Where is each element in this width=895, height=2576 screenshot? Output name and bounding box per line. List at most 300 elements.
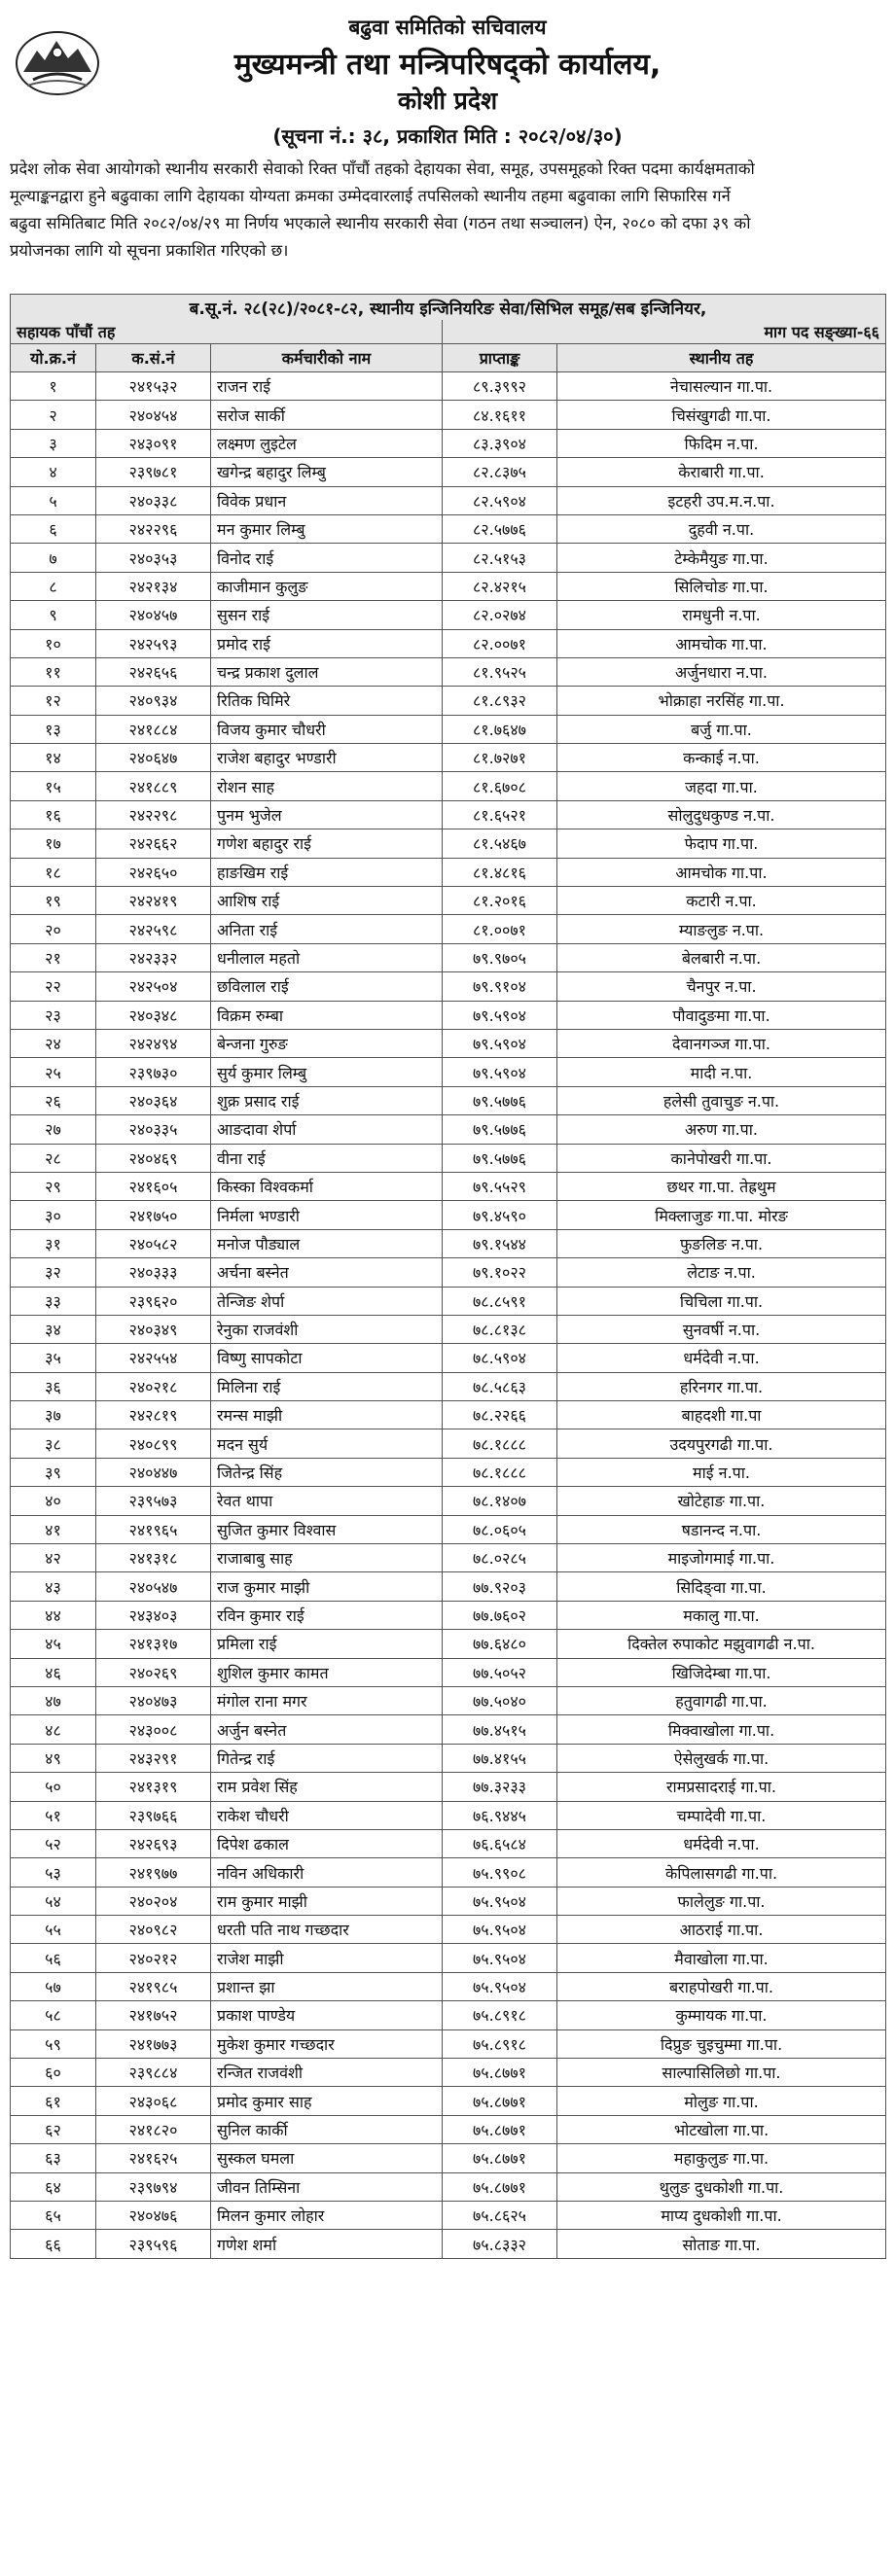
local-level-cell: खिजिदेम्बा गा.पा. bbox=[557, 1658, 886, 1686]
employee-name-cell: राजेश बहादुर भण्डारी bbox=[211, 744, 443, 772]
roll-number-cell: २४०२०४ bbox=[96, 1887, 211, 1915]
local-level-cell: ऐसेलुखर्क गा.पा. bbox=[557, 1744, 886, 1772]
score-cell: ७६.९४४५ bbox=[443, 1801, 557, 1829]
employee-name-cell: राजाबाबु साह bbox=[211, 1544, 443, 1572]
table-row bbox=[11, 1773, 886, 1801]
table-row bbox=[11, 429, 886, 457]
employee-name-cell: रेनुका राजवंशी bbox=[211, 1315, 443, 1343]
employee-name-cell: निर्मला भण्डारी bbox=[211, 1201, 443, 1229]
local-level-cell: फुङलिङ न.पा. bbox=[557, 1229, 886, 1257]
local-level-cell: लेटाङ न.पा. bbox=[557, 1258, 886, 1287]
serial-cell: ३३ bbox=[11, 1287, 96, 1315]
score-cell: ७५.८३३२ bbox=[443, 2230, 557, 2258]
roll-number-cell: २४०५४७ bbox=[96, 1572, 211, 1601]
employee-name-cell: आशिष राई bbox=[211, 887, 443, 915]
serial-cell: ४९ bbox=[11, 1744, 96, 1772]
employee-name-cell: बेन्जना गुरुङ bbox=[211, 1029, 443, 1057]
score-cell: ८१.७६४७ bbox=[443, 715, 557, 743]
table-row bbox=[11, 1487, 886, 1515]
local-level-cell: थुलुङ दुधकोशी गा.पा. bbox=[557, 2172, 886, 2201]
serial-cell: १२ bbox=[11, 687, 96, 715]
local-level-cell: मैवाखोला गा.पा. bbox=[557, 1944, 886, 1972]
serial-cell: ६५ bbox=[11, 2202, 96, 2230]
col-header-roll: क.सं.नं bbox=[96, 344, 211, 372]
employee-name-cell: रमन्स माझी bbox=[211, 1401, 443, 1429]
score-cell: ७५.८७७१ bbox=[443, 2087, 557, 2115]
intro-line: प्रदेश लोक सेवा आयोगको स्थानीय सरकारी सेवाको रिक्त पाँचौं तहको देहायका सेवा, समूह, उपसमूहको रिक्त पदमा कार्यक्षमताको bbox=[10, 159, 755, 178]
local-level-cell: कुम्मायक गा.पा. bbox=[557, 2001, 886, 2029]
score-cell: ७५.९९०८ bbox=[443, 1858, 557, 1887]
table-row bbox=[11, 887, 886, 915]
serial-cell: ३० bbox=[11, 1201, 96, 1229]
employee-name-cell: राम कुमार माझी bbox=[211, 1887, 443, 1915]
serial-cell: १३ bbox=[11, 715, 96, 743]
score-cell: ८२.८३७५ bbox=[443, 458, 557, 486]
roll-number-cell: २४३००८ bbox=[96, 1715, 211, 1744]
serial-cell: २ bbox=[11, 401, 96, 429]
score-cell: ७५.८७७१ bbox=[443, 2059, 557, 2087]
local-level-cell: साल्पासिलिछो गा.पा. bbox=[557, 2059, 886, 2087]
employee-name-cell: मुकेश कुमार गच्छदार bbox=[211, 2029, 443, 2058]
local-level-cell: उदयपुरगढी गा.पा. bbox=[557, 1429, 886, 1458]
serial-cell: ६४ bbox=[11, 2172, 96, 2201]
table-row bbox=[11, 1944, 886, 1972]
local-level-cell: महाकुलुङ गा.पा. bbox=[557, 2144, 886, 2172]
local-level-cell: केपिलासगढी गा.पा. bbox=[557, 1858, 886, 1887]
local-level-cell: धर्मदेवी न.पा. bbox=[557, 1829, 886, 1857]
serial-cell: ४७ bbox=[11, 1686, 96, 1714]
table-row bbox=[11, 744, 886, 772]
table-row bbox=[11, 1829, 886, 1857]
table-row bbox=[11, 372, 886, 401]
local-level-cell: फालेलुङ गा.पा. bbox=[557, 1887, 886, 1915]
serial-cell: ६६ bbox=[11, 2230, 96, 2258]
score-cell: ७७.५०५२ bbox=[443, 1658, 557, 1686]
table-row bbox=[11, 915, 886, 943]
employee-name-cell: मिलन कुमार लोहार bbox=[211, 2202, 443, 2230]
employee-name-cell: रन्जित राजवंशी bbox=[211, 2059, 443, 2087]
secretariat-title: बढुवा समितिको सचिवालय bbox=[348, 16, 547, 39]
serial-cell: २४ bbox=[11, 1029, 96, 1057]
score-cell: ७७.४१५५ bbox=[443, 1744, 557, 1772]
table-row bbox=[11, 1086, 886, 1114]
local-level-cell: धर्मदेवी न.पा. bbox=[557, 1344, 886, 1372]
roll-number-cell: २४२५९८ bbox=[96, 915, 211, 943]
serial-cell: ६० bbox=[11, 2059, 96, 2087]
score-cell: ७९.५९०४ bbox=[443, 1058, 557, 1086]
employee-name-cell: रितिक घिमिरे bbox=[211, 687, 443, 715]
serial-cell: २५ bbox=[11, 1058, 96, 1086]
local-level-cell: चिचिला गा.पा. bbox=[557, 1287, 886, 1315]
score-cell: ७५.९५०४ bbox=[443, 1916, 557, 1944]
roll-number-cell: २४१८२० bbox=[96, 2115, 211, 2143]
score-cell: ८१.७२७१ bbox=[443, 744, 557, 772]
serial-cell: १९ bbox=[11, 887, 96, 915]
table-row bbox=[11, 657, 886, 686]
score-cell: ७९.१०२२ bbox=[443, 1258, 557, 1287]
employee-name-cell: प्रकाश पाण्डेय bbox=[211, 2001, 443, 2029]
roll-number-cell: २४१७५२ bbox=[96, 2001, 211, 2029]
roll-number-cell: २४०२१२ bbox=[96, 1944, 211, 1972]
table-row bbox=[11, 2001, 886, 2029]
serial-cell: १७ bbox=[11, 829, 96, 858]
score-cell: ८१.००७१ bbox=[443, 915, 557, 943]
serial-cell: २९ bbox=[11, 1172, 96, 1200]
table-row bbox=[11, 1572, 886, 1601]
table-row bbox=[11, 1972, 886, 2000]
score-cell: ७५.८७७१ bbox=[443, 2115, 557, 2143]
roll-number-cell: २४०३५३ bbox=[96, 544, 211, 572]
table-row bbox=[11, 1601, 886, 1629]
score-cell: ८२.००७१ bbox=[443, 629, 557, 657]
serial-cell: २७ bbox=[11, 1115, 96, 1144]
table-row bbox=[11, 401, 886, 429]
serial-cell: ९ bbox=[11, 601, 96, 629]
local-level-cell: सोताङ गा.पा. bbox=[557, 2230, 886, 2258]
employee-name-cell: मिलिना राई bbox=[211, 1372, 443, 1400]
table-row bbox=[11, 1686, 886, 1714]
local-level-cell: बेलबारी न.पा. bbox=[557, 943, 886, 971]
table-row bbox=[11, 1029, 886, 1057]
col-header-name: कर्मचारीको नाम bbox=[211, 344, 443, 372]
roll-number-cell: २४०४५४ bbox=[96, 401, 211, 429]
table-row bbox=[11, 858, 886, 886]
local-level-cell: हतुवागढी गा.पा. bbox=[557, 1686, 886, 1714]
local-level-cell: दिक्तेल रुपाकोट मझुवागढी न.पा. bbox=[557, 1630, 886, 1658]
roll-number-cell: २४२५५४ bbox=[96, 1344, 211, 1372]
roll-number-cell: २४२६५० bbox=[96, 858, 211, 886]
table-row bbox=[11, 1515, 886, 1543]
roll-number-cell: २४०४७६ bbox=[96, 2202, 211, 2230]
serial-cell: ६२ bbox=[11, 2115, 96, 2143]
table-row bbox=[11, 2059, 886, 2087]
roll-number-cell: २४१९८५ bbox=[96, 1972, 211, 2000]
table-row bbox=[11, 1858, 886, 1887]
serial-cell: ४५ bbox=[11, 1630, 96, 1658]
serial-cell: ५१ bbox=[11, 1801, 96, 1829]
roll-number-cell: २३९७९४ bbox=[96, 2172, 211, 2201]
employee-name-cell: गितेन्द्र राई bbox=[211, 1744, 443, 1772]
score-cell: ८२.५९०४ bbox=[443, 486, 557, 514]
employee-name-cell: सरोज सार्की bbox=[211, 401, 443, 429]
roll-number-cell: २३९७८१ bbox=[96, 458, 211, 486]
roll-number-cell: २४१५३२ bbox=[96, 372, 211, 401]
score-cell: ८१.४८१६ bbox=[443, 858, 557, 886]
local-level-cell: टेम्केमैयुङ गा.पा. bbox=[557, 544, 886, 572]
roll-number-cell: २४०३४८ bbox=[96, 1001, 211, 1029]
employee-name-cell: सुजित कुमार विश्वास bbox=[211, 1515, 443, 1543]
roll-number-cell: २४०३६४ bbox=[96, 1086, 211, 1114]
roll-number-cell: २४२३३२ bbox=[96, 943, 211, 971]
employee-name-cell: राम प्रवेश सिंह bbox=[211, 1773, 443, 1801]
score-cell: ८१.६५२१ bbox=[443, 800, 557, 829]
employee-name-cell: अनिता राई bbox=[211, 915, 443, 943]
roll-number-cell: २४१९६५ bbox=[96, 1515, 211, 1543]
employee-name-cell: विनोद राई bbox=[211, 544, 443, 572]
roll-number-cell: २४०९८२ bbox=[96, 1916, 211, 1944]
score-cell: ७८.५८६३ bbox=[443, 1372, 557, 1400]
serial-cell: १८ bbox=[11, 858, 96, 886]
score-cell: ७५.८९१८ bbox=[443, 2029, 557, 2058]
local-level-cell: नेचासल्यान गा.पा. bbox=[557, 372, 886, 401]
serial-cell: ५८ bbox=[11, 2001, 96, 2029]
serial-cell: १४ bbox=[11, 744, 96, 772]
serial-cell: ५३ bbox=[11, 1858, 96, 1887]
employee-name-cell: गणेश शर्मा bbox=[211, 2230, 443, 2258]
table-row bbox=[11, 1429, 886, 1458]
local-level-cell: जहदा गा.पा. bbox=[557, 772, 886, 800]
local-level-cell: पौवादुङमा गा.पा. bbox=[557, 1001, 886, 1029]
roll-number-cell: २४०३३८ bbox=[96, 486, 211, 514]
table-row bbox=[11, 514, 886, 543]
score-cell: ७८.१८८८ bbox=[443, 1458, 557, 1486]
employee-name-cell: चन्द्र प्रकाश दुलाल bbox=[211, 657, 443, 686]
local-level-cell: खोटेहाङ गा.पा. bbox=[557, 1487, 886, 1515]
local-level-cell: भोक्राहा नरसिंह गा.पा. bbox=[557, 687, 886, 715]
serial-cell: ३९ bbox=[11, 1458, 96, 1486]
employee-name-cell: वीना राई bbox=[211, 1144, 443, 1172]
serial-cell: ३८ bbox=[11, 1429, 96, 1458]
roll-number-cell: २३९५९६ bbox=[96, 2230, 211, 2258]
table-row bbox=[11, 2087, 886, 2115]
local-level-cell: आठराई गा.पा. bbox=[557, 1916, 886, 1944]
serial-cell: ३२ bbox=[11, 1258, 96, 1287]
table-row bbox=[11, 458, 886, 486]
score-cell: ७८.०२८५ bbox=[443, 1544, 557, 1572]
score-cell: ८३.३९०४ bbox=[443, 429, 557, 457]
intro-paragraph bbox=[10, 156, 885, 265]
employee-name-cell: शुशिल कुमार कामत bbox=[211, 1658, 443, 1686]
table-row bbox=[11, 1001, 886, 1029]
serial-cell: ४३ bbox=[11, 1572, 96, 1601]
employee-name-cell: काजीमान कुलुङ bbox=[211, 572, 443, 600]
table-row bbox=[11, 1287, 886, 1315]
local-level-cell: माप्य दुधकोशी गा.पा. bbox=[557, 2202, 886, 2230]
employee-name-cell: मन कुमार लिम्बु bbox=[211, 514, 443, 543]
roll-number-cell: २४०९३४ bbox=[96, 687, 211, 715]
score-cell: ७५.८७७१ bbox=[443, 2172, 557, 2201]
serial-cell: २६ bbox=[11, 1086, 96, 1114]
employee-name-cell: सुसन राई bbox=[211, 601, 443, 629]
score-cell: ७९.५७७६ bbox=[443, 1086, 557, 1114]
local-level-cell: बाहदशी गा.पा bbox=[557, 1401, 886, 1429]
serial-cell: ४० bbox=[11, 1487, 96, 1515]
office-title: मुख्यमन्त्री तथा मन्त्रिपरिषद्को कार्यालय, bbox=[233, 48, 662, 82]
table-row bbox=[11, 1344, 886, 1372]
roll-number-cell: २४०२६९ bbox=[96, 1658, 211, 1686]
serial-cell: ४ bbox=[11, 458, 96, 486]
local-level-cell: इटहरी उप.म.न.पा. bbox=[557, 486, 886, 514]
table-row bbox=[11, 1229, 886, 1257]
table-row bbox=[11, 2202, 886, 2230]
col-header-serial: यो.क्र.नं bbox=[11, 344, 96, 372]
local-level-cell: अर्जुनधारा न.पा. bbox=[557, 657, 886, 686]
table-row bbox=[11, 1630, 886, 1658]
employee-name-cell: धनीलाल महतो bbox=[211, 943, 443, 971]
roll-number-cell: २३९७६६ bbox=[96, 1801, 211, 1829]
employee-name-cell: प्रमोद राई bbox=[211, 629, 443, 657]
score-cell: ७७.६४८० bbox=[443, 1630, 557, 1658]
score-cell: ७९.५५२९ bbox=[443, 1172, 557, 1200]
score-cell: ७८.५९०४ bbox=[443, 1344, 557, 1372]
local-level-cell: म्याङलुङ न.पा. bbox=[557, 915, 886, 943]
score-cell: ७७.७६०२ bbox=[443, 1601, 557, 1629]
local-level-cell: रामप्रसादराई गा.पा. bbox=[557, 1773, 886, 1801]
employee-name-cell: राजन राई bbox=[211, 372, 443, 401]
employee-name-cell: प्रमिला राई bbox=[211, 1630, 443, 1658]
local-level-cell: आमचोक गा.पा. bbox=[557, 629, 886, 657]
table-row bbox=[11, 2144, 886, 2172]
local-level-cell: देवानगञ्ज गा.पा. bbox=[557, 1029, 886, 1057]
intro-line: मूल्याङ्कनद्वारा हुने बढुवाका लागि देहायका योग्यता क्रमका उम्मेदवारलाई तपसिलको स्थानीय तहमा बढुवाका लागि सिफारिस गर्ने bbox=[10, 187, 731, 205]
score-cell: ८२.५१५३ bbox=[443, 544, 557, 572]
employee-name-cell: सुनिल कार्की bbox=[211, 2115, 443, 2143]
employee-name-cell: सुस्कल घमला bbox=[211, 2144, 443, 2172]
employee-name-cell: रोशन साह bbox=[211, 772, 443, 800]
roll-number-cell: २४२१३४ bbox=[96, 572, 211, 600]
serial-cell: १६ bbox=[11, 800, 96, 829]
local-level-cell: दिप्रुङ चुइचुम्मा गा.पा. bbox=[557, 2029, 886, 2058]
score-cell: ८१.९५२५ bbox=[443, 657, 557, 686]
table-row bbox=[11, 2029, 886, 2058]
roll-number-cell: २४१३१९ bbox=[96, 1773, 211, 1801]
local-level-cell: मोलुङ गा.पा. bbox=[557, 2087, 886, 2115]
score-cell: ७५.८६२५ bbox=[443, 2202, 557, 2230]
employee-name-cell: नविन अधिकारी bbox=[211, 1858, 443, 1887]
score-cell: ७९.९७०५ bbox=[443, 943, 557, 971]
score-cell: ७६.६५८४ bbox=[443, 1829, 557, 1857]
employee-name-cell: मदन सुर्य bbox=[211, 1429, 443, 1458]
serial-cell: ५६ bbox=[11, 1944, 96, 1972]
local-level-cell: केराबारी गा.पा. bbox=[557, 458, 886, 486]
serial-cell: ३ bbox=[11, 429, 96, 457]
local-level-cell: फिदिम न.पा. bbox=[557, 429, 886, 457]
table-row bbox=[11, 1201, 886, 1229]
score-cell: ७९.१५४४ bbox=[443, 1229, 557, 1257]
serial-cell: १० bbox=[11, 629, 96, 657]
serial-cell: ४८ bbox=[11, 1715, 96, 1744]
table-row bbox=[11, 2172, 886, 2201]
serial-cell: ३५ bbox=[11, 1344, 96, 1372]
local-level-cell: मिक्वाखोला गा.पा. bbox=[557, 1715, 886, 1744]
roll-number-cell: २४०३३५ bbox=[96, 1115, 211, 1144]
serial-cell: ८ bbox=[11, 572, 96, 600]
employee-name-cell: तेन्जिङ शेर्पा bbox=[211, 1287, 443, 1315]
serial-cell: ६ bbox=[11, 514, 96, 543]
employee-name-cell: आङदावा शेर्पा bbox=[211, 1115, 443, 1144]
score-cell: ७९.५७७६ bbox=[443, 1144, 557, 1172]
serial-cell: ७ bbox=[11, 544, 96, 572]
employee-name-cell: धरती पति नाथ गच्छदार bbox=[211, 1916, 443, 1944]
roll-number-cell: २४०४४७ bbox=[96, 1458, 211, 1486]
intro-line: बढुवा समितिबाट मिति २०८२/०४/२९ मा निर्णय भएकाले स्थानीय सरकारी सेवा (गठन तथा सञ्चालन) ऐन, २०८० को दफा ३९ को bbox=[10, 214, 751, 232]
table-row bbox=[11, 1715, 886, 1744]
local-level-cell: कटारी न.पा. bbox=[557, 887, 886, 915]
employee-name-cell: अर्जुन बस्नेत bbox=[211, 1715, 443, 1744]
table-row bbox=[11, 1658, 886, 1686]
table-row bbox=[11, 572, 886, 600]
employee-name-cell: खगेन्द्र बहादुर लिम्बु bbox=[211, 458, 443, 486]
serial-cell: ४४ bbox=[11, 1601, 96, 1629]
col-header-score: प्राप्ताङ्क bbox=[443, 344, 557, 372]
demand-count: माग पद सङ्ख्या-६६ bbox=[443, 320, 886, 344]
local-level-cell: हरिनगर गा.पा. bbox=[557, 1372, 886, 1400]
local-level-cell: फेदाप गा.पा. bbox=[557, 829, 886, 858]
employee-name-cell: किस्का विश्वकर्मा bbox=[211, 1172, 443, 1200]
intro-line: प्रयोजनका लागि यो सूचना प्रकाशित गरिएको छ। bbox=[10, 241, 289, 260]
score-cell: ७९.५९०४ bbox=[443, 1029, 557, 1057]
roll-number-cell: २४१६२५ bbox=[96, 2144, 211, 2172]
employee-name-cell: लक्ष्मण लुइटेल bbox=[211, 429, 443, 457]
score-cell: ७५.९५०४ bbox=[443, 1887, 557, 1915]
roll-number-cell: २४३४०३ bbox=[96, 1601, 211, 1629]
roll-number-cell: २४२६५६ bbox=[96, 657, 211, 686]
local-level-cell: छथर गा.पा. तेह्रथुम bbox=[557, 1172, 886, 1200]
roll-number-cell: २४०३३३ bbox=[96, 1258, 211, 1287]
score-cell: ७८.१८८८ bbox=[443, 1429, 557, 1458]
table-row bbox=[11, 1372, 886, 1400]
serial-cell: ५२ bbox=[11, 1829, 96, 1857]
score-cell: ८९.३९९२ bbox=[443, 372, 557, 401]
employee-name-cell: दिपेश ढकाल bbox=[211, 1829, 443, 1857]
table-row bbox=[11, 1058, 886, 1086]
score-cell: ८१.६७०८ bbox=[443, 772, 557, 800]
score-cell: ७८.०६०५ bbox=[443, 1515, 557, 1543]
table-row bbox=[11, 715, 886, 743]
score-cell: ७७.५०४० bbox=[443, 1686, 557, 1714]
score-cell: ७८.८५९१ bbox=[443, 1287, 557, 1315]
score-cell: ८४.१६११ bbox=[443, 401, 557, 429]
serial-cell: २० bbox=[11, 915, 96, 943]
serial-cell: १ bbox=[11, 372, 96, 401]
table-row bbox=[11, 2115, 886, 2143]
roll-number-cell: २३९५७३ bbox=[96, 1487, 211, 1515]
table-row bbox=[11, 629, 886, 657]
local-level-cell: मादी न.पा. bbox=[557, 1058, 886, 1086]
serial-cell: ५ bbox=[11, 486, 96, 514]
serial-cell: ३४ bbox=[11, 1315, 96, 1343]
employee-name-cell: राकेश चौधरी bbox=[211, 1801, 443, 1829]
table-row bbox=[11, 1315, 886, 1343]
roll-number-cell: २४०६४७ bbox=[96, 744, 211, 772]
employee-name-cell: मनोज पौड्याल bbox=[211, 1229, 443, 1257]
roll-number-cell: २४०२१८ bbox=[96, 1372, 211, 1400]
table-row bbox=[11, 1401, 886, 1429]
score-cell: ७७.३२३३ bbox=[443, 1773, 557, 1801]
employee-name-cell: हाङखिम राई bbox=[211, 858, 443, 886]
table-row bbox=[11, 943, 886, 971]
table-row bbox=[11, 1144, 886, 1172]
roll-number-cell: २४१६०५ bbox=[96, 1172, 211, 1200]
roll-number-cell: २४३०६८ bbox=[96, 2087, 211, 2115]
employee-name-cell: सुर्य कुमार लिम्बु bbox=[211, 1058, 443, 1086]
roll-number-cell: २४१८८९ bbox=[96, 772, 211, 800]
local-level-cell: सिदिङ्वा गा.पा. bbox=[557, 1572, 886, 1601]
serial-cell: ६१ bbox=[11, 2087, 96, 2115]
employee-name-cell: प्रशान्त झा bbox=[211, 1972, 443, 2000]
table-row bbox=[11, 2230, 886, 2258]
score-cell: ८२.४२१५ bbox=[443, 572, 557, 600]
employee-name-cell: रेवत थापा bbox=[211, 1487, 443, 1515]
roll-number-cell: २४०४५७ bbox=[96, 601, 211, 629]
employee-name-cell: जितेन्द्र सिंह bbox=[211, 1458, 443, 1486]
score-cell: ७८.८१३८ bbox=[443, 1315, 557, 1343]
serial-cell: ५४ bbox=[11, 1887, 96, 1915]
roll-number-cell: २४२६६२ bbox=[96, 829, 211, 858]
local-level-cell: षडानन्द न.पा. bbox=[557, 1515, 886, 1543]
table-row bbox=[11, 800, 886, 829]
score-cell: ७८.१४०७ bbox=[443, 1487, 557, 1515]
